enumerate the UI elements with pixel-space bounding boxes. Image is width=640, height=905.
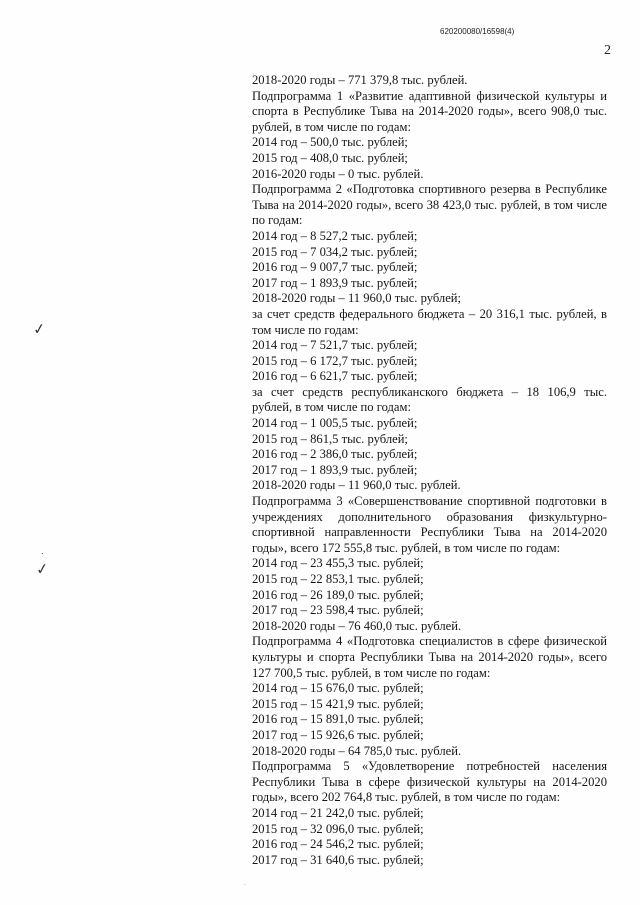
paragraph: 2014 год – 15 676,0 тыс. рублей; <box>252 681 424 696</box>
paragraph: 2018-2020 годы – 64 785,0 тыс. рублей. <box>252 743 462 758</box>
paragraph: 2018-2020 годы – 11 960,0 тыс. рублей; <box>252 291 462 306</box>
subprogram-paragraph: Подпрограмма 1 «Развитие адаптивной физической культуры и спорта в Республике Тыва на 2014-2020 годы», всего 908,0 тыс. рублей, в том числе по годам: <box>252 88 607 134</box>
paragraph: 2016 год – 26 189,0 тыс. рублей; <box>252 587 424 602</box>
paragraph: 2015 год – 861,5 тыс. рублей; <box>252 431 408 446</box>
paragraph: 2015 год – 6 172,7 тыс. рублей; <box>252 353 418 368</box>
paragraph: 2018-2020 годы – 76 460,0 тыс. рублей. <box>252 618 462 633</box>
paragraph: 2015 год – 408,0 тыс. рублей; <box>252 150 408 165</box>
paragraph: 2015 год – 7 034,2 тыс. рублей; <box>252 244 418 259</box>
paragraph: 2017 год – 23 598,4 тыс. рублей; <box>252 603 424 618</box>
paragraph: 2016 год – 6 621,7 тыс. рублей; <box>252 369 418 384</box>
subprogram-paragraph: Подпрограмма 4 «Подготовка специалистов в сфере физической культуры и спорта Республики Тыва на 2014-2020 годы», всего 127 700,5 тыс. рублей, в том числе по годам: <box>252 634 607 680</box>
paragraph: 2016 год – 15 891,0 тыс. рублей; <box>252 712 424 727</box>
paragraph: 2018-2020 годы – 771 379,8 тыс. рублей. <box>252 73 468 87</box>
paragraph: 2015 год – 15 421,9 тыс. рублей; <box>252 696 424 711</box>
margin-check-mark: ✓ <box>31 319 47 339</box>
paragraph: 2016 год – 9 007,7 тыс. рублей; <box>252 260 418 275</box>
margin-dot: . <box>41 547 44 556</box>
paragraph: 2014 год – 500,0 тыс. рублей; <box>252 135 408 150</box>
subprogram-paragraph: Подпрограмма 2 «Подготовка спортивного резерва в Республике Тыва на 2014-2020 годы», всего 38 423,0 тыс. рублей, в том числе по годам: <box>252 182 607 228</box>
paragraph: 2015 год – 32 096,0 тыс. рублей; <box>252 821 424 836</box>
paragraph: за счет средств республиканского бюджета – 18 106,9 тыс. рублей, в том числе по годам: <box>252 384 607 415</box>
paragraph: за счет средств федерального бюджета – 20 316,1 тыс. рублей, в том числе по годам: <box>252 306 607 337</box>
page-number: 2 <box>604 43 611 58</box>
paragraph: 2014 год – 7 521,7 тыс. рублей; <box>252 338 418 353</box>
subprogram-paragraph: Подпрограмма 5 «Удовлетворение потребностей населения Республики Тыва в сфере физической культуры на 2014-2020 годы», всего 202 764,8 тыс. рублей, в том числе по годам: <box>252 759 607 805</box>
subprogram-paragraph: Подпрограмма 3 «Совершенствование спортивной подготовки в учреждениях дополнительного образования физкультурно-спортивной направленности Республики Тыва на 2014-2020 годы», всего 172 555,8 тыс. рублей, в том числе по годам: <box>252 494 607 555</box>
paragraph: 2014 год – 23 455,3 тыс. рублей; <box>252 556 424 571</box>
document-code: 620200080/16598(4) <box>440 27 515 36</box>
paragraph: 2016 год – 2 386,0 тыс. рублей; <box>252 447 418 462</box>
margin-check-mark: ✓ <box>34 559 50 579</box>
paragraph: 2014 год – 21 242,0 тыс. рублей; <box>252 805 424 820</box>
paragraph: 2014 год – 1 005,5 тыс. рублей; <box>252 416 418 431</box>
paragraph: 2018-2020 годы – 11 960,0 тыс. рублей. <box>252 478 461 493</box>
paragraph: 2016-2020 годы – 0 тыс. рублей. <box>252 166 424 181</box>
paragraph: 2017 год – 1 893,9 тыс. рублей; <box>252 462 418 477</box>
paragraph: 2014 год – 8 527,2 тыс. рублей; <box>252 228 418 243</box>
paragraph: 2017 год – 31 640,6 тыс. рублей; <box>252 852 424 867</box>
margin-dot: . <box>244 880 246 887</box>
paragraph: 2015 год – 22 853,1 тыс. рублей; <box>252 572 424 586</box>
paragraph: 2017 год – 15 926,6 тыс. рублей; <box>252 727 424 742</box>
paragraph: 2017 год – 1 893,9 тыс. рублей; <box>252 275 418 290</box>
document-body <box>252 73 607 868</box>
paragraph: 2016 год – 24 546,2 тыс. рублей; <box>252 837 424 852</box>
